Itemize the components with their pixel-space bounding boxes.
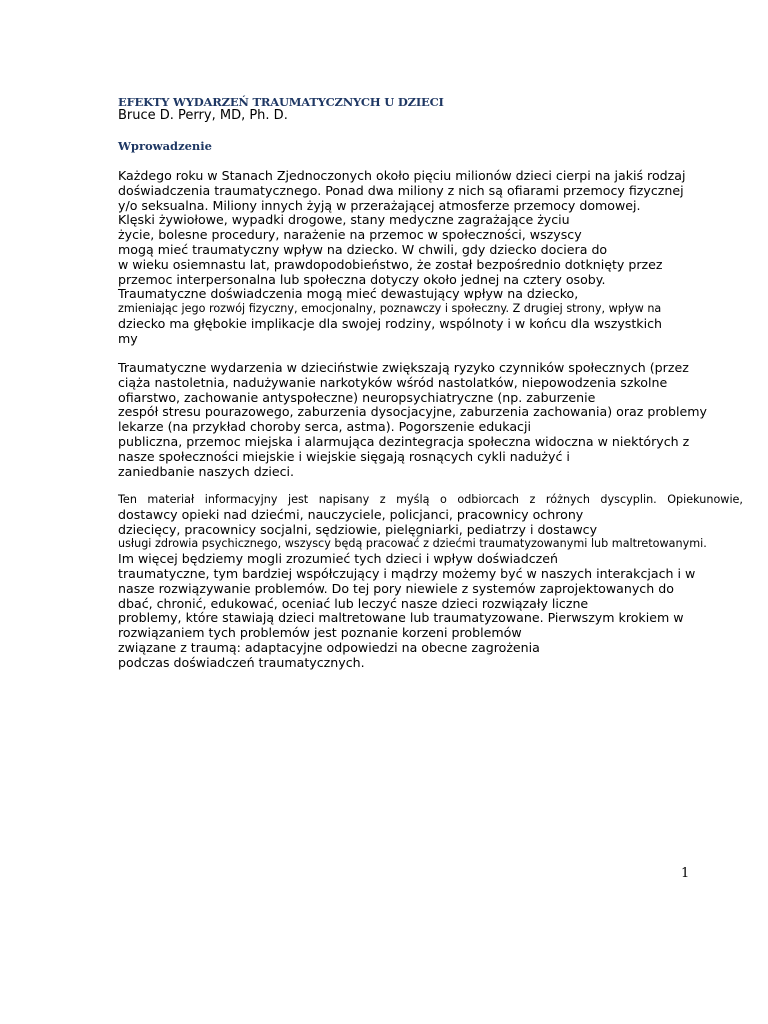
text-line: doświadczenia traumatycznego. Ponad dwa miliony z nich są ofiarami przemocy fizycznej	[118, 182, 684, 198]
text-line: zmieniając jego rozwój fizyczny, emocjonalny, poznawczy i społeczny. Z drugiej strony, wpływ na	[118, 302, 662, 316]
text-line: ciąża nastoletnia, nadużywanie narkotyków wśród nastolatków, niepowodzenia szkolne	[118, 374, 668, 390]
text-line: związane z traumą: adaptacyjne odpowiedzi na obecne zagrożenia	[118, 639, 540, 655]
paragraph-1	[118, 169, 743, 347]
text-line: ofiarstwo, zachowanie antyspołeczne) neuropsychiatryczne (np. zaburzenie	[118, 389, 596, 405]
text-line: w wieku osiemnastu lat, prawdopodobieństwo, że został bezpośrednio dotknięty przez	[118, 256, 663, 272]
text-line: zespół stresu pourazowego, zaburzenia dysocjacyjne, zaburzenia zachowania) oraz problemy	[118, 404, 707, 420]
text-line: Klęski żywiołowe, wypadki drogowe, stany medyczne zagrażające życiu	[118, 212, 570, 228]
text-line: podczas doświadczeń traumatycznych.	[118, 654, 365, 670]
text-line: usługi zdrowia psychicznego, wszyscy będą pracować z dziećmi traumatyzowanymi lub maltretowanymi.	[118, 537, 707, 551]
text-line: y/o seksualna. Miliony innych żyją w przerażającej atmosferze przemocy domowej.	[118, 197, 641, 213]
text-line: Im więcej będziemy mogli zrozumieć tych dzieci i wpływ doświadczeń	[118, 551, 558, 567]
text-line: dostawcy opieki nad dziećmi, nauczyciele, policjanci, pracownicy ochrony	[118, 506, 584, 522]
text-line: Ten materiał informacyjny jest napisany z myślą o odbiorcach z różnych dyscyplin. Opiekunowie,	[118, 493, 743, 506]
text-line: nasze społeczności miejskie i wiejskie sięgają rosnących cykli nadużyć i	[118, 448, 570, 464]
text-line: dziecięcy, pracownicy socjalni, sędziowie, pielęgniarki, pediatrzy i dostawcy	[118, 521, 598, 537]
document-title: EFEKTY WYDARZEŃ TRAUMATYCZNYCH U DZIECI	[118, 95, 444, 109]
text-line: życie, bolesne procedury, narażenie na przemoc w społeczności, wszyscy	[118, 227, 582, 243]
text-line: Traumatyczne doświadczenia mogą mieć dewastujący wpływ na dziecko,	[118, 286, 579, 302]
text-line: dbać, chronić, edukować, oceniać lub leczyć nasze dzieci rozwiązały liczne	[118, 595, 589, 611]
text-line: mogą mieć traumatyczny wpływ na dziecko. W chwili, gdy dziecko dociera do	[118, 241, 608, 257]
text-line: rozwiązaniem tych problemów jest poznanie korzeni problemów	[118, 625, 522, 641]
text-line: traumatyczne, tym bardziej współczujący i mądrzy możemy być w naszych interakcjach i w	[118, 565, 696, 581]
text-line: nasze rozwiązywanie problemów. Do tej pory niewiele z systemów zaprojektowanych do	[118, 580, 674, 596]
text-line: Każdego roku w Stanach Zjednoczonych około pięciu milionów dzieci cierpi na jakiś rodzaj	[118, 168, 686, 183]
paragraph-3	[118, 493, 743, 671]
section-heading: Wprowadzenie	[118, 139, 212, 153]
text-line: zaniedbanie naszych dzieci.	[118, 463, 295, 479]
text-line: problemy, które stawiają dzieci maltretowane lub traumatyzowane. Pierwszym krokiem w	[118, 610, 684, 626]
text-line: lekarze (na przykład choroby serca, astma). Pogorszenie edukacji	[118, 419, 531, 435]
document-author: Bruce D. Perry, MD, Ph. D.	[118, 108, 288, 123]
text-line: dziecko ma głębokie implikacje dla swojej rodziny, wspólnoty i w końcu dla wszystkich	[118, 315, 663, 331]
paragraph-2	[118, 361, 743, 479]
page-number: 1	[681, 866, 690, 881]
text-line: przemoc interpersonalna lub społeczna dotyczy około jednej na cztery osoby.	[118, 271, 606, 287]
text-line: my	[118, 330, 138, 346]
text-line: Traumatyczne wydarzenia w dzieciństwie zwiększają ryzyko czynników społecznych (przez	[118, 360, 689, 375]
text-line: publiczna, przemoc miejska i alarmująca dezintegracja społeczna widoczna w niektórych z	[118, 433, 690, 449]
